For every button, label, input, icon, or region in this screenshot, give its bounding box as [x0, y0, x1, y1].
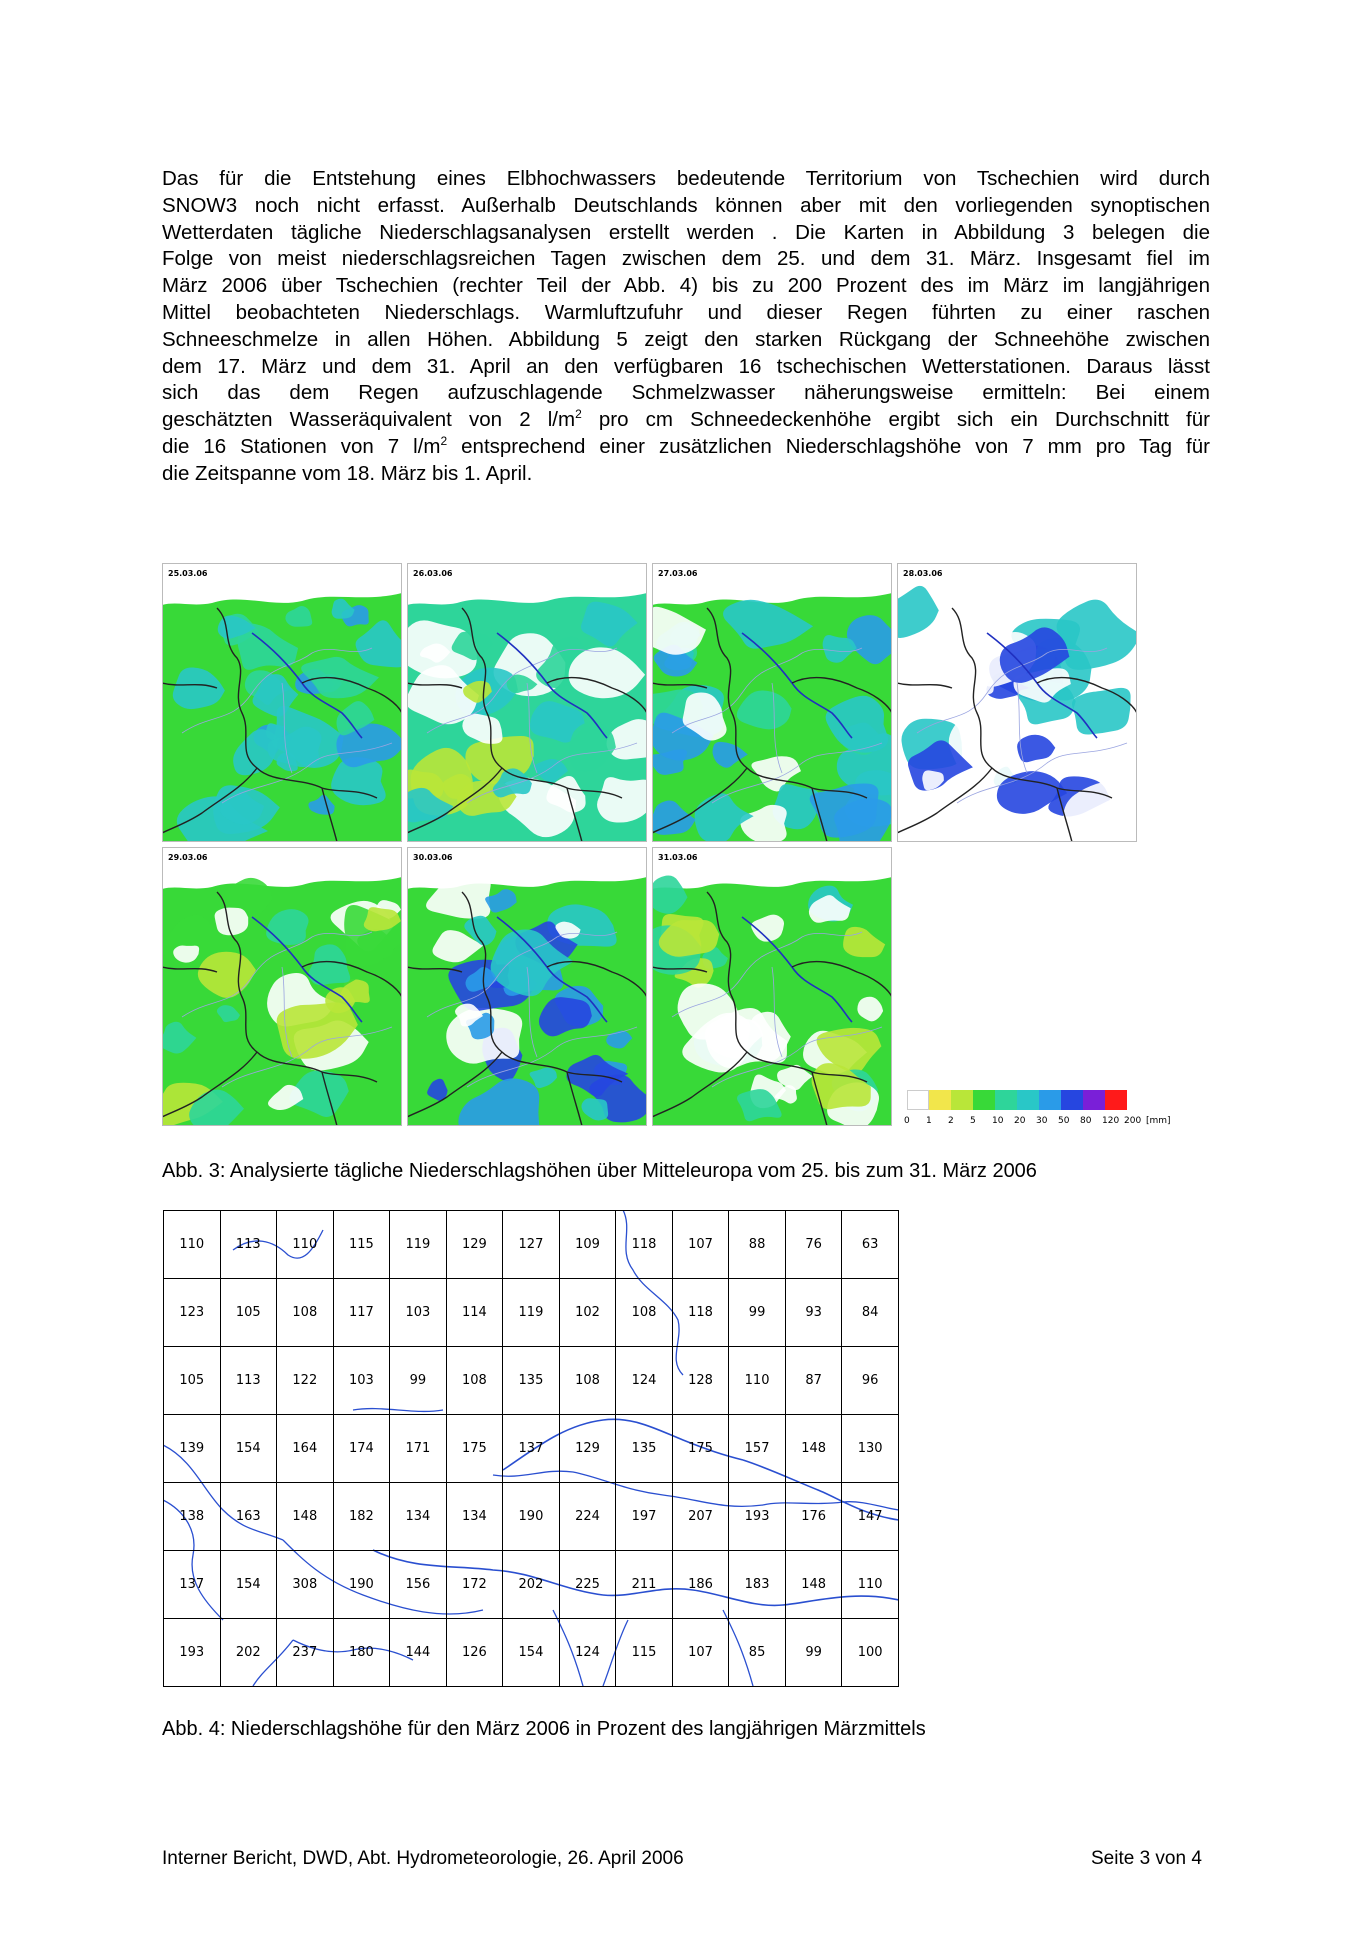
- grid-cell: 134: [446, 1483, 503, 1551]
- paragraph-line: die Zeitspanne vom 18. März bis 1. April.: [162, 461, 533, 485]
- grid-cell: 130: [842, 1415, 899, 1483]
- grid-cell: 164: [277, 1415, 334, 1483]
- grid-cell: 108: [559, 1347, 616, 1415]
- grid-cell: 103: [390, 1279, 447, 1347]
- grid-cell: 63: [842, 1211, 899, 1279]
- text-run: geschätzten Wasseräquivalent von 2 l/m: [162, 408, 576, 432]
- grid-row: [164, 1279, 899, 1347]
- grid-cell: 190: [333, 1551, 390, 1619]
- grid-cell: 148: [785, 1415, 842, 1483]
- body-paragraph: [162, 166, 1210, 488]
- grid-cell: 193: [729, 1483, 786, 1551]
- map-graphic: [897, 563, 1137, 842]
- text-run: pro cm Schneedeckenhöhe ergibt sich ein Durchschnitt für: [581, 408, 1210, 432]
- grid-cell: 129: [446, 1211, 503, 1279]
- percentage-grid-table: [163, 1210, 899, 1687]
- grid-cell: 197: [616, 1483, 673, 1551]
- grid-cell: 202: [220, 1619, 277, 1687]
- paragraph-line: Mittel beobachteten Niederschlags. Warmluftzufuhr und dieser Regen führten zu einer raschen: [162, 300, 1210, 324]
- grid-row: [164, 1347, 899, 1415]
- legend-label: 200: [1124, 1116, 1142, 1126]
- grid-cell: 117: [333, 1279, 390, 1347]
- grid-cell: 124: [559, 1619, 616, 1687]
- grid-cell: 115: [333, 1211, 390, 1279]
- grid-row: [164, 1483, 899, 1551]
- legend-label: 0: [904, 1116, 910, 1126]
- grid-cell: 87: [785, 1347, 842, 1415]
- grid-cell: 129: [559, 1415, 616, 1483]
- grid-cell: 128: [672, 1347, 729, 1415]
- grid-cell: 137: [164, 1551, 221, 1619]
- grid-cell: 144: [390, 1619, 447, 1687]
- paragraph-line: dem 17. März und dem 31. April an den verfügbaren 16 tschechischen Wetterstationen. Daraus lässt: [162, 354, 1210, 378]
- grid-cell: 110: [729, 1347, 786, 1415]
- grid-cell: 88: [729, 1211, 786, 1279]
- grid-cell: 190: [503, 1483, 560, 1551]
- grid-cell: 109: [559, 1211, 616, 1279]
- grid-cell: 183: [729, 1551, 786, 1619]
- paragraph-line: Wetterdaten tägliche Niederschlagsanalysen erstellt werden . Die Karten in Abbildung 3 belegen die: [162, 220, 1210, 244]
- grid-cell: 127: [503, 1211, 560, 1279]
- grid-cell: 118: [672, 1279, 729, 1347]
- figure-4-caption: Abb. 4: Niederschlagshöhe für den März 2006 in Prozent des langjährigen Märzmittels: [162, 1718, 926, 1740]
- grid-cell: 186: [672, 1551, 729, 1619]
- grid-cell: 105: [164, 1347, 221, 1415]
- map-date-label: 29.03.06: [168, 853, 208, 862]
- paragraph-line: SNOW3 noch nicht erfasst. Außerhalb Deutschlands können aber mit den vorliegenden synoptischen: [162, 193, 1210, 217]
- grid-row: [164, 1415, 899, 1483]
- grid-cell: 148: [277, 1483, 334, 1551]
- grid-cell: 211: [616, 1551, 673, 1619]
- legend-swatch: [907, 1090, 929, 1110]
- map-date-label: 31.03.06: [658, 853, 698, 862]
- map-date-label: 26.03.06: [413, 569, 453, 578]
- grid-cell: 99: [729, 1279, 786, 1347]
- footer-page-number: Seite 3 von 4: [1091, 1848, 1202, 1869]
- legend-swatch: [1083, 1090, 1105, 1110]
- grid-cell: 138: [164, 1483, 221, 1551]
- paragraph-line: [162, 407, 1210, 434]
- grid-cell: 123: [164, 1279, 221, 1347]
- grid-cell: 85: [729, 1619, 786, 1687]
- paragraph-line: Schneeschmelze in allen Höhen. Abbildung 5 zeigt den starken Rückgang der Schneehöhe zwischen: [162, 327, 1210, 351]
- map-graphic: [652, 847, 892, 1126]
- map-graphic: [162, 563, 402, 842]
- paragraph-line: Folge von meist niederschlagsreichen Tagen zwischen dem 25. und dem 31. März. Insgesamt fiel im: [162, 247, 1210, 271]
- legend-label: 80: [1080, 1116, 1092, 1126]
- grid-row: [164, 1551, 899, 1619]
- grid-cell: 225: [559, 1551, 616, 1619]
- map-graphic: [652, 563, 892, 842]
- grid-cell: 103: [333, 1347, 390, 1415]
- percentage-grid-figure: [163, 1210, 899, 1686]
- grid-cell: 156: [390, 1551, 447, 1619]
- grid-cell: 154: [220, 1551, 277, 1619]
- grid-cell: 207: [672, 1483, 729, 1551]
- grid-cell: 154: [220, 1415, 277, 1483]
- legend-swatch: [973, 1090, 995, 1110]
- grid-cell: 147: [842, 1483, 899, 1551]
- legend-swatch: [951, 1090, 973, 1110]
- grid-cell: 172: [446, 1551, 503, 1619]
- grid-cell: 137: [503, 1415, 560, 1483]
- grid-cell: 148: [785, 1551, 842, 1619]
- grid-cell: 119: [503, 1279, 560, 1347]
- legend-label: 20: [1014, 1116, 1026, 1126]
- grid-cell: 163: [220, 1483, 277, 1551]
- grid-cell: 107: [672, 1619, 729, 1687]
- grid-cell: 102: [559, 1279, 616, 1347]
- precip-map-day-6: [407, 847, 647, 1126]
- paragraph-line: sich das dem Regen aufzuschlagende Schmelzwasser näherungsweise ermitteln: Bei einem: [162, 381, 1210, 405]
- map-graphic: [407, 563, 647, 842]
- grid-cell: 175: [446, 1415, 503, 1483]
- map-graphic: [162, 847, 402, 1126]
- figure-3-caption: Abb. 3: Analysierte tägliche Niederschlagshöhen über Mitteleuropa vom 25. bis zum 31. März 2006: [162, 1160, 1037, 1182]
- grid-cell: 110: [842, 1551, 899, 1619]
- grid-cell: 202: [503, 1551, 560, 1619]
- grid-cell: 108: [446, 1347, 503, 1415]
- grid-cell: 108: [616, 1279, 673, 1347]
- legend-swatch: [1061, 1090, 1083, 1110]
- grid-cell: 134: [390, 1483, 447, 1551]
- legend-label: [mm]: [1146, 1116, 1171, 1126]
- precip-map-day-2: [407, 563, 647, 842]
- grid-cell: 126: [446, 1619, 503, 1687]
- grid-cell: 84: [842, 1279, 899, 1347]
- grid-cell: 224: [559, 1483, 616, 1551]
- map-date-label: 27.03.06: [658, 569, 698, 578]
- legend-swatch: [1039, 1090, 1061, 1110]
- map-date-label: 28.03.06: [903, 569, 943, 578]
- grid-cell: 157: [729, 1415, 786, 1483]
- legend-label: 2: [948, 1116, 954, 1126]
- grid-row: [164, 1211, 899, 1279]
- grid-cell: 171: [390, 1415, 447, 1483]
- grid-cell: 154: [503, 1619, 560, 1687]
- map-date-label: 30.03.06: [413, 853, 453, 862]
- paragraph-line: März 2006 über Tschechien (rechter Teil der Abb. 4) bis zu 200 Prozent des im März im langjährigen: [162, 274, 1210, 298]
- precip-map-day-3: [652, 563, 892, 842]
- grid-cell: 110: [164, 1211, 221, 1279]
- grid-cell: 105: [220, 1279, 277, 1347]
- grid-cell: 110: [277, 1211, 334, 1279]
- legend-label: 1: [926, 1116, 932, 1126]
- grid-cell: 308: [277, 1551, 334, 1619]
- superscript: 2: [440, 433, 448, 448]
- legend-label: 10: [992, 1116, 1004, 1126]
- legend-label: 120: [1102, 1116, 1120, 1126]
- map-date-label: 25.03.06: [168, 569, 208, 578]
- map-graphic: [407, 847, 647, 1126]
- grid-cell: 118: [616, 1211, 673, 1279]
- paragraph-line: [162, 434, 1210, 461]
- grid-cell: 122: [277, 1347, 334, 1415]
- grid-cell: 115: [616, 1619, 673, 1687]
- grid-cell: 237: [277, 1619, 334, 1687]
- grid-row: [164, 1619, 899, 1687]
- text-run: entsprechend einer zusätzlichen Niederschlagshöhe von 7 mm pro Tag für: [447, 434, 1210, 458]
- footer-report-info: Interner Bericht, DWD, Abt. Hydrometeorologie, 26. April 2006: [162, 1848, 684, 1869]
- legend-swatch: [995, 1090, 1017, 1110]
- grid-cell: 139: [164, 1415, 221, 1483]
- paragraph-line: Das für die Entstehung eines Elbhochwassers bedeutende Territorium von Tschechien wird durch: [162, 167, 1210, 190]
- legend-swatch: [1105, 1090, 1127, 1110]
- grid-cell: 93: [785, 1279, 842, 1347]
- precip-map-day-1: [162, 563, 402, 842]
- grid-cell: 113: [220, 1211, 277, 1279]
- grid-cell: 174: [333, 1415, 390, 1483]
- grid-cell: 113: [220, 1347, 277, 1415]
- superscript: 2: [575, 407, 582, 422]
- grid-cell: 119: [390, 1211, 447, 1279]
- grid-cell: 193: [164, 1619, 221, 1687]
- legend-label: 50: [1058, 1116, 1070, 1126]
- grid-cell: 99: [390, 1347, 447, 1415]
- grid-cell: 175: [672, 1415, 729, 1483]
- grid-cell: 180: [333, 1619, 390, 1687]
- legend-swatch: [929, 1090, 951, 1110]
- grid-cell: 135: [503, 1347, 560, 1415]
- grid-cell: 182: [333, 1483, 390, 1551]
- grid-cell: 107: [672, 1211, 729, 1279]
- grid-cell: 96: [842, 1347, 899, 1415]
- grid-cell: 114: [446, 1279, 503, 1347]
- precip-map-day-5: [162, 847, 402, 1126]
- grid-cell: 99: [785, 1619, 842, 1687]
- grid-cell: 124: [616, 1347, 673, 1415]
- precip-map-day-7: [652, 847, 892, 1126]
- grid-cell: 135: [616, 1415, 673, 1483]
- grid-cell: 76: [785, 1211, 842, 1279]
- legend-label: 5: [970, 1116, 976, 1126]
- precip-map-day-4: [897, 563, 1137, 842]
- grid-cell: 100: [842, 1619, 899, 1687]
- grid-cell: 176: [785, 1483, 842, 1551]
- text-run: die 16 Stationen von 7 l/m: [162, 434, 441, 458]
- legend-swatch: [1017, 1090, 1039, 1110]
- legend-label: 30: [1036, 1116, 1048, 1126]
- grid-cell: 108: [277, 1279, 334, 1347]
